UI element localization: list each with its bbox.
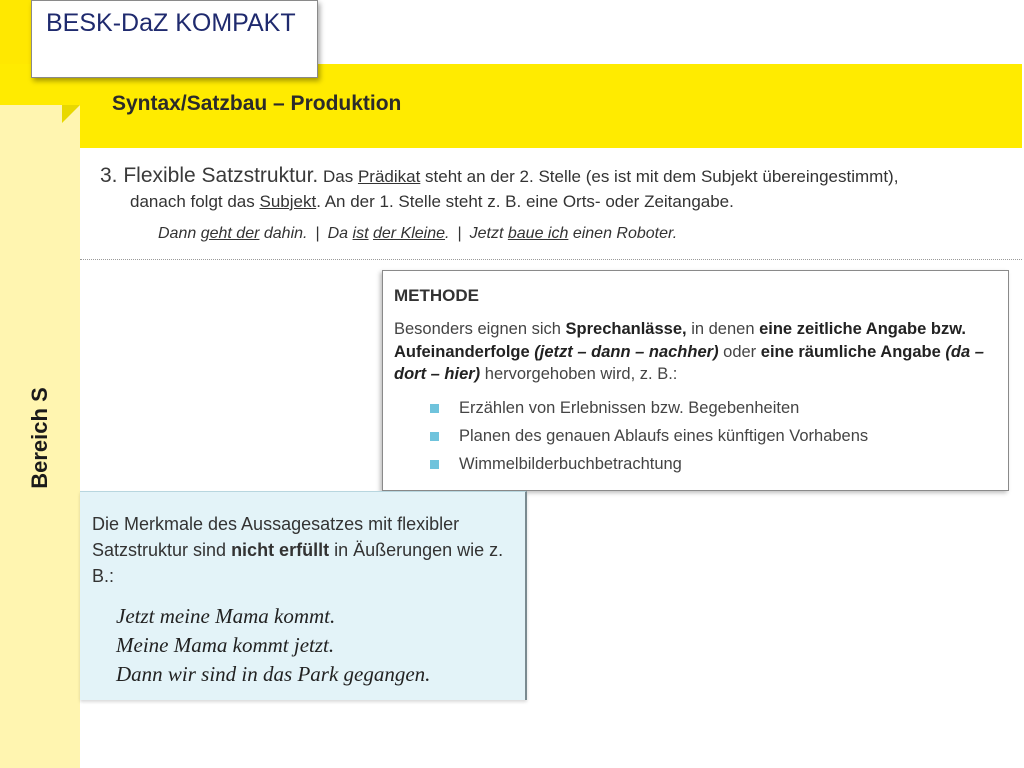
rule-description — [100, 163, 1020, 214]
feature-text-bold: nicht erfüllt — [231, 540, 330, 560]
rule-term-praedikat: Prädikat — [357, 167, 421, 186]
rule-text: Das — [318, 167, 358, 186]
example-text: dahin. — [259, 225, 308, 242]
list-item — [430, 424, 868, 452]
method-text-bold-italic: (da – dort – hier) — [394, 342, 984, 383]
method-title: METHODE — [394, 286, 479, 305]
method-description — [394, 318, 994, 386]
feature-description — [92, 511, 517, 589]
list-item-label: Planen des genauen Ablaufs eines künftigen Vorhabens — [459, 427, 869, 445]
rule-examples — [158, 225, 677, 243]
example-text: Dann — [158, 225, 201, 242]
example-underlined: baue ich — [507, 225, 569, 242]
example-separator: | — [315, 225, 320, 242]
method-text-bold: eine zeitliche Angabe bzw. Aufeinanderfolge — [394, 320, 966, 361]
feature-text-part: Die Merkmale des Aussagesatzes mit flexibler Satzstruktur sind — [92, 514, 460, 560]
rule-text: steht an der 2. Stelle (es ist mit dem Subjekt übereingestimmt), — [420, 167, 899, 186]
rule-line-2 — [100, 189, 1020, 214]
brand-box — [31, 0, 318, 78]
method-text-part: hervorgehoben wird, z. B.: — [480, 365, 678, 383]
feature-examples — [116, 602, 430, 689]
example-text: . — [445, 225, 450, 242]
rule-text: . An der 1. Stelle steht z. B. eine Orts- oder Zeitangabe. — [316, 192, 734, 211]
square-bullet-icon — [430, 404, 439, 413]
method-text-part: oder — [718, 342, 761, 361]
method-text-part: in denen — [686, 320, 760, 338]
divider — [80, 259, 1022, 260]
section-title: Syntax/Satzbau – Produktion — [112, 92, 402, 115]
example-separator: | — [457, 225, 462, 242]
rule-term-subjekt: Subjekt — [259, 192, 317, 211]
feature-box — [80, 491, 527, 700]
example-text: Da — [327, 225, 353, 242]
feature-text-part: in Äußerungen wie z. B.: — [92, 540, 504, 586]
example-text: Jetzt — [469, 225, 508, 242]
square-bullet-icon — [430, 460, 439, 469]
rule-line-1 — [100, 163, 1020, 189]
method-text-part: Besonders eignen sich — [394, 320, 566, 338]
list-item-label: Erzählen von Erlebnissen bzw. Begebenheiten — [459, 399, 800, 417]
list-item-label: Wimmelbilderbuchbetrachtung — [459, 455, 682, 473]
square-bullet-icon — [430, 432, 439, 441]
method-text-bold: Sprechanlässe, — [565, 320, 687, 338]
list-item — [430, 396, 868, 424]
brand-title: BESK-DaZ KOMPAKT — [46, 9, 296, 37]
example-underlined: der Kleine — [372, 225, 446, 242]
feature-example: Meine Mama kommt jetzt. — [116, 633, 335, 657]
method-list — [430, 396, 868, 480]
method-box — [382, 270, 1009, 491]
example-underlined: geht der — [200, 225, 260, 242]
example-underlined: ist — [352, 225, 369, 242]
method-text-bold: eine räumliche Angabe — [760, 342, 941, 361]
rule-heading: 3. Flexible Satzstruktur. — [100, 164, 319, 187]
sidebar-label: Bereich S — [27, 387, 52, 489]
rule-text: danach folgt das — [130, 192, 260, 211]
feature-example: Dann wir sind in das Park gegangen. — [116, 662, 431, 686]
example-text: einen Roboter. — [568, 225, 678, 242]
list-item — [430, 452, 868, 480]
method-text-bold-italic: (jetzt – dann – nachher) — [534, 342, 719, 361]
feature-example: Jetzt meine Mama kommt. — [116, 604, 336, 628]
sidebar-fold-corner — [62, 105, 80, 123]
